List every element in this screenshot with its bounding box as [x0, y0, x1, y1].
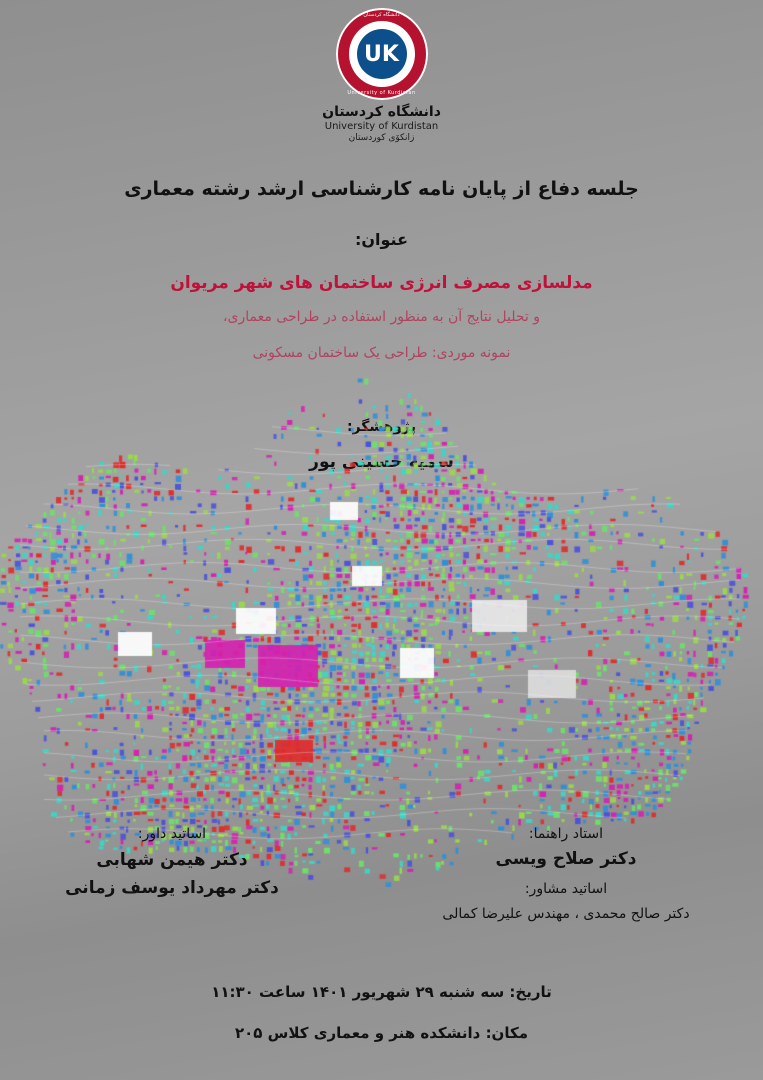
jury-label: اساتید داور:	[137, 826, 207, 842]
jury-block	[22, 826, 322, 898]
city-map-canvas	[0, 370, 763, 890]
university-name-ku: زانکۆی کوردستان	[348, 133, 415, 143]
thesis-title-line1: مدلسازی مصرف انرژی ساختمان های شهر مریوان	[170, 273, 593, 293]
crest-ring-bottom-label: University of Kurdistan	[347, 90, 416, 96]
university-name-fa: دانشگاه کردستان	[322, 104, 441, 120]
jury-member-2: دکتر مهرداد یوسف زمانی	[65, 878, 279, 898]
university-name-en: University of Kurdistan	[324, 121, 439, 132]
thesis-title-line2: و تحلیل نتایج آن به منظور استفاده در طراحی معماری،	[223, 309, 540, 325]
supervisor-label: استاد راهنما:	[528, 826, 604, 842]
supervisor-name: دکتر صلاح ویسی	[495, 849, 637, 869]
crest-ring-top-label: دانشگاه کردستان	[363, 12, 400, 18]
advisors-label: اساتید مشاور:	[524, 881, 608, 897]
crest-core-monogram: UK	[357, 29, 407, 79]
supervisor-block	[401, 826, 731, 922]
jury-member-1: دکتر هیمن شهابی	[96, 850, 248, 870]
footer-datetime: تاریخ: سه شنبه ۲۹ شهریور ۱۴۰۱ ساعت ۱۱:۳۰	[211, 983, 552, 1001]
university-logo-block	[0, 8, 763, 143]
city-energy-model-map	[0, 370, 763, 890]
thesis-title-line3: نمونه موردی: طراحی یک ساختمان مسکونی	[252, 345, 511, 361]
advisors-names: دکتر صالح محمدی ، مهندس علیرضا کمالی	[442, 906, 690, 922]
page-title: جلسه دفاع از پایان نامه کارشناسی ارشد رشته معماری	[124, 178, 639, 200]
title-label: عنوان:	[354, 230, 409, 249]
footer-location: مکان: دانشکده هنر و معماری کلاس ۲۰۵	[234, 1024, 529, 1042]
university-crest-icon	[336, 8, 428, 100]
